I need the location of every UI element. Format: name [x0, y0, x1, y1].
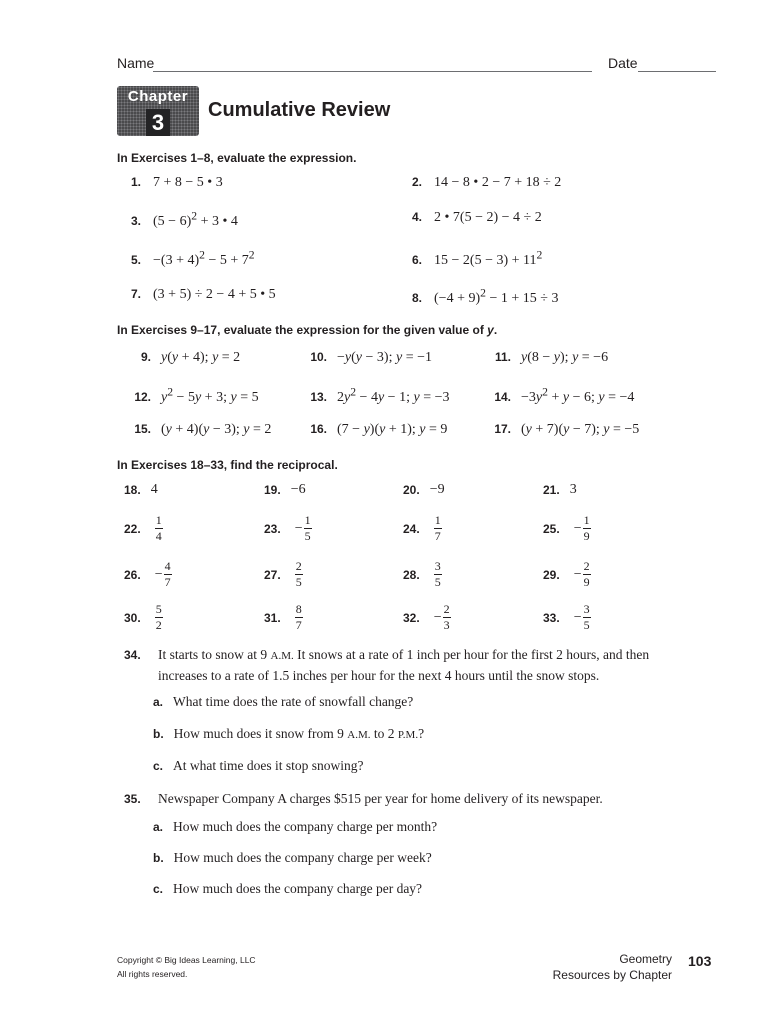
fraction-denominator: 7	[434, 529, 441, 543]
fraction-denominator: 5	[434, 575, 441, 589]
fraction-denominator: 5	[295, 575, 302, 589]
fraction-numerator: 2	[295, 559, 302, 573]
problem-part	[153, 726, 424, 742]
part-letter: a.	[153, 820, 164, 834]
exercise-expression: $(-4 + 9)^2 - 1 + 15 \div 3$	[434, 286, 559, 306]
exercise-number: 31.	[264, 610, 281, 625]
fraction-numerator: 1	[583, 513, 590, 527]
exercise-fraction	[574, 560, 591, 589]
exercise-number: 17.	[494, 422, 511, 436]
exercise-fraction	[155, 603, 163, 632]
exercise-item	[543, 514, 591, 543]
problem-part	[153, 694, 413, 710]
fraction-numerator: 4	[164, 559, 171, 573]
exercise-expression: y(8 − y); y = −6	[521, 350, 609, 365]
page-number: 103	[688, 953, 712, 969]
exercise-fraction	[295, 560, 303, 589]
exercise-item	[403, 560, 442, 589]
part-question: How much does it snow from 9 A.M. to 2 P.M.?	[173, 726, 425, 741]
exercise-fraction	[295, 603, 303, 632]
exercise-number: 26.	[124, 567, 141, 582]
fraction-denominator: 4	[155, 529, 162, 543]
fraction-sign: −	[294, 520, 303, 536]
exercise-expression: (3 + 5) ÷ 2 − 4 + 5 • 5	[153, 287, 276, 302]
date-label: Date	[608, 55, 638, 71]
exercise-number: 33.	[543, 610, 560, 625]
fraction-denominator: 5	[304, 529, 311, 543]
section-instruction-2	[117, 323, 497, 337]
exercise-number: 16.	[310, 422, 327, 436]
exercise-fraction	[155, 560, 172, 589]
name-line[interactable]	[153, 71, 592, 72]
fraction-sign: −	[154, 566, 163, 582]
page-title: Cumulative Review	[208, 99, 391, 121]
problem-part	[153, 850, 432, 866]
exercise-number: 32.	[403, 610, 420, 625]
exercise-number: 7.	[131, 287, 142, 301]
exercise-item	[124, 560, 172, 589]
fraction-numerator: 5	[155, 602, 162, 616]
fraction	[443, 603, 451, 632]
exercise-item	[131, 248, 255, 269]
exercise-fraction	[155, 514, 163, 543]
fraction-numerator: 3	[434, 559, 441, 573]
exercise-number: 4.	[412, 210, 423, 224]
exercise-number: 23.	[264, 521, 281, 536]
exercise-expression: (y + 7)(y − 7); y = −5	[521, 422, 640, 437]
exercise-number: 21.	[543, 483, 560, 498]
exercise-item	[543, 481, 577, 498]
exercise-fraction	[574, 603, 591, 632]
exercise-fraction	[434, 514, 442, 543]
exercise-item	[543, 560, 591, 589]
footer-copyright	[117, 953, 256, 981]
fraction	[434, 560, 442, 589]
exercise-fraction	[434, 603, 451, 632]
exercise-item	[403, 481, 445, 498]
name-label: Name	[117, 55, 155, 71]
exercise-number: 25.	[543, 521, 560, 536]
exercise-fraction	[434, 560, 442, 589]
exercise-number: 13.	[310, 389, 327, 404]
exercise-number: 15.	[134, 422, 151, 436]
problem-part	[153, 758, 364, 774]
exercise-number: 3.	[131, 213, 142, 228]
fraction-sign: −	[433, 609, 442, 625]
date-line[interactable]	[638, 71, 716, 72]
problem-text: Newspaper Company A charges $515 per year for home delivery of its newspaper.	[158, 791, 603, 806]
exercise-fraction	[295, 514, 312, 543]
part-letter: c.	[153, 759, 164, 773]
exercise-item	[264, 603, 303, 632]
exercise-number: 12.	[134, 389, 151, 404]
exercise-item	[491, 385, 634, 406]
exercise-number: 19.	[264, 483, 281, 498]
fraction-sign: −	[573, 609, 582, 625]
problem-number: 34.	[124, 648, 141, 662]
part-question: What time does the rate of snowfall change?	[173, 694, 414, 709]
fraction-denominator: 2	[155, 618, 162, 632]
part-letter: b.	[153, 851, 164, 865]
part-letter: a.	[153, 695, 164, 709]
exercise-expression: $15 - 2(5 - 3) + 11^2$	[434, 248, 543, 268]
fraction	[295, 560, 303, 589]
exercise-number: 14.	[494, 389, 511, 404]
exercise-expression: $-(3 + 4)^2 - 5 + 7^2$	[153, 248, 255, 268]
problem-part	[153, 881, 422, 897]
exercise-number: 5.	[131, 252, 142, 267]
fraction-numerator: 2	[443, 602, 450, 616]
exercise-expression: $y^2 - 5y + 3$; y = 5	[161, 385, 259, 405]
problem-number: 35.	[124, 792, 141, 806]
fraction-denominator: 3	[443, 618, 450, 632]
problem-text: It starts to snow at 9 A.M. It snows at a rate of 1 inch per hour for the first 2 hours, and then increases to a rate of 1.5 inches per hour for the next 4 hours until the snow stops.	[158, 647, 650, 683]
fraction	[304, 514, 312, 543]
fraction-denominator: 7	[164, 575, 171, 589]
part-question: How much does the company charge per week?	[173, 850, 432, 865]
exercise-number: 1.	[131, 175, 142, 189]
exercise-expression: $2y^2 - 4y - 1$; y = −3	[337, 385, 450, 405]
exercise-number: 18.	[124, 483, 141, 498]
exercise-expression: y(y + 4); y = 2	[161, 350, 241, 365]
exercise-value: −9	[429, 482, 445, 497]
fraction	[155, 603, 163, 632]
exercise-expression: (7 − y)(y + 1); y = 9	[337, 422, 448, 437]
exercise-item	[131, 174, 223, 191]
exercise-number: 22.	[124, 521, 141, 536]
chapter-number: 3	[146, 109, 170, 136]
instruction-text: In Exercises 9–17, evaluate the expression for the given value of	[117, 323, 488, 337]
word-problem	[124, 645, 688, 685]
exercise-expression: $(5 - 6)^2 + 3$ • 4	[153, 209, 238, 229]
exercise-fraction	[574, 514, 591, 543]
exercise-item	[264, 514, 312, 543]
exercise-number: 9.	[140, 350, 151, 364]
exercise-number: 6.	[412, 252, 423, 267]
section-instruction-1: In Exercises 1–8, evaluate the expression.	[117, 151, 357, 165]
fraction-denominator: 9	[583, 575, 590, 589]
exercise-number: 29.	[543, 567, 560, 582]
exercise-expression: (y + 4)(y − 3); y = 2	[161, 422, 272, 437]
part-letter: c.	[153, 882, 164, 896]
exercise-expression: 2 • 7(5 − 2) − 4 ÷ 2	[434, 210, 542, 225]
exercise-item	[307, 421, 447, 438]
book-title: Geometry	[619, 952, 672, 966]
fraction-numerator: 8	[295, 602, 302, 616]
exercise-expression: 14 − 8 • 2 − 7 + 18 ÷ 2	[434, 175, 562, 190]
exercise-item	[543, 603, 591, 632]
exercise-expression: $-3y^2 + y - 6$; y = −4	[521, 385, 635, 405]
fraction-sign: −	[573, 566, 582, 582]
part-question: How much does the company charge per month?	[173, 819, 438, 834]
book-subtitle: Resources by Chapter	[552, 968, 672, 982]
exercise-value: 3	[569, 482, 577, 497]
fraction-numerator: 2	[583, 559, 590, 573]
fraction-numerator: 1	[155, 513, 162, 527]
footer-book	[553, 951, 672, 983]
exercise-item	[131, 286, 276, 303]
exercise-number: 28.	[403, 567, 420, 582]
fraction	[295, 603, 303, 632]
fraction-numerator: 3	[583, 602, 590, 616]
rights-text: All rights reserved.	[117, 969, 188, 979]
exercise-item	[264, 481, 306, 498]
exercise-item	[124, 514, 163, 543]
exercise-item	[124, 481, 158, 498]
chapter-word: Chapter	[127, 88, 189, 105]
exercise-number: 2.	[412, 175, 423, 189]
exercise-item	[131, 349, 240, 366]
exercise-number: 10.	[310, 350, 327, 364]
fraction-denominator: 9	[583, 529, 590, 543]
instruction-period: .	[493, 323, 498, 337]
word-problem	[124, 789, 688, 808]
fraction	[583, 514, 591, 543]
exercise-item	[124, 603, 163, 632]
chapter-badge	[117, 86, 199, 136]
exercise-number: 27.	[264, 567, 281, 582]
exercise-item	[412, 209, 542, 226]
exercise-value: −6	[290, 482, 306, 497]
exercise-value: 4	[150, 482, 158, 497]
exercise-item	[131, 385, 259, 406]
fraction-denominator: 5	[583, 618, 590, 632]
fraction	[583, 560, 591, 589]
fraction	[583, 603, 591, 632]
exercise-item	[491, 349, 608, 366]
exercise-expression: 7 + 8 − 5 • 3	[153, 175, 223, 190]
fraction-denominator: 7	[295, 618, 302, 632]
fraction	[155, 514, 163, 543]
fraction-numerator: 1	[434, 513, 441, 527]
fraction	[164, 560, 172, 589]
fraction-sign: −	[573, 520, 582, 536]
exercise-item	[412, 248, 542, 269]
exercise-item	[131, 209, 238, 230]
exercise-number: 20.	[403, 483, 420, 498]
exercise-item	[131, 421, 271, 438]
part-letter: b.	[153, 727, 164, 741]
exercise-number: 24.	[403, 521, 420, 536]
exercise-item	[491, 421, 639, 438]
copyright-text: Copyright © Big Ideas Learning, LLC	[117, 955, 256, 965]
exercise-item	[264, 560, 303, 589]
part-question: At what time does it stop snowing?	[173, 758, 364, 773]
fraction-numerator: 1	[304, 513, 311, 527]
section-instruction-3: In Exercises 18–33, find the reciprocal.	[117, 458, 338, 472]
exercise-item	[403, 514, 442, 543]
exercise-item	[412, 286, 558, 307]
exercise-item	[307, 349, 432, 366]
exercise-item	[307, 385, 449, 406]
exercise-expression: −y(y − 3); y = −1	[337, 350, 432, 365]
exercise-number: 30.	[124, 610, 141, 625]
problem-part	[153, 819, 437, 835]
exercise-item	[412, 174, 561, 191]
instruction-variable: y	[487, 323, 494, 337]
exercise-number: 8.	[412, 290, 423, 305]
exercise-item	[403, 603, 451, 632]
exercise-number: 11.	[494, 350, 511, 364]
part-question: How much does the company charge per day?	[173, 881, 423, 896]
fraction	[434, 514, 442, 543]
